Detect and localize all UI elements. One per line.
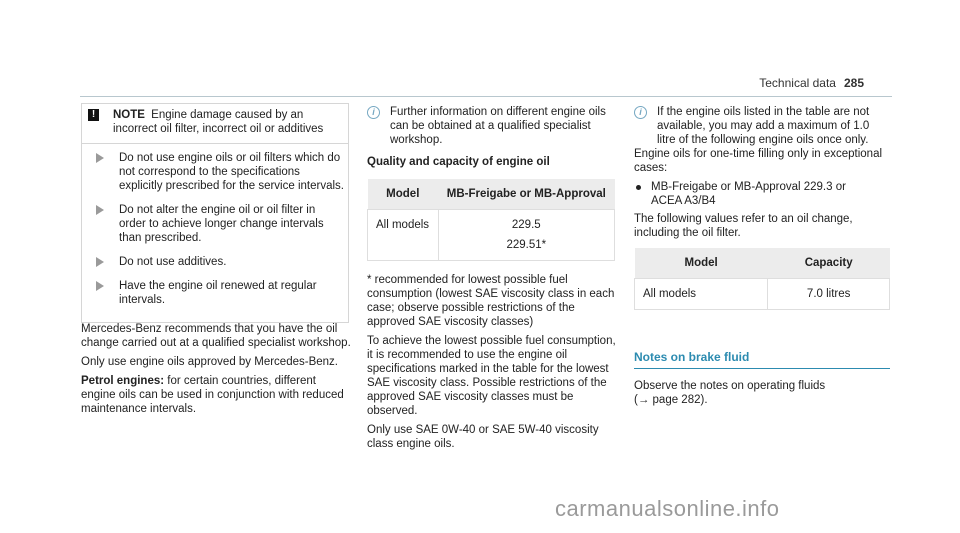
note-title xyxy=(113,108,342,136)
note-box xyxy=(81,103,349,323)
list-item xyxy=(96,203,344,245)
info-icon: i xyxy=(367,106,380,119)
table-header: Capacity xyxy=(768,248,890,279)
paragraph: The following values refer to an oil change, including the oil filter. xyxy=(634,213,853,239)
arrow-bullet-icon xyxy=(96,153,104,163)
watermark: carmanualsonline.info xyxy=(555,496,780,521)
capacity-table xyxy=(634,248,890,310)
header-rule xyxy=(80,96,892,97)
list-item-text: MB-Freigabe or MB-Approval 229.3 or ACEA A3/B4 xyxy=(651,181,846,207)
info-text: Further information on different engine oils can be obtained at a qualified specialist workshop. xyxy=(390,106,606,146)
section-title: Notes on brake fluid xyxy=(634,350,890,369)
column-2 xyxy=(367,105,617,456)
arrow-bullet-icon xyxy=(96,257,104,267)
note-title-text: Engine damage caused by an incorrect oil filter, incorrect oil or additives xyxy=(113,109,324,135)
section-name: Technical data xyxy=(759,76,836,90)
list-item xyxy=(96,279,344,307)
petrol-text: for certain countries, different engine oils can be used in conjunction with reduced maintenance intervals. xyxy=(81,375,344,415)
petrol-label: Petrol engines: xyxy=(81,375,165,387)
list-item xyxy=(96,151,344,193)
table-header-row xyxy=(635,248,890,279)
table-header: Model xyxy=(368,179,439,210)
arrow-bullet-icon xyxy=(96,281,104,291)
approval-value: 229.5 xyxy=(511,219,541,231)
bullet-text: Do not use engine oils or oil filters which do not correspond to the specifications explicitly prescribed for the service intervals. xyxy=(119,152,344,192)
page-reference-link[interactable]: (→ page 282). xyxy=(634,394,708,406)
section-heading: Quality and capacity of engine oil xyxy=(367,156,550,168)
footnote: * recommended for lowest possible fuel consumption (lowest SAE viscosity class in each case; observe possible restrictions of the approved SAE viscosity classes) xyxy=(367,274,615,328)
oil-quality-table xyxy=(367,179,615,261)
paragraph: To achieve the lowest possible fuel consumption, it is recommended to use the engine oil specifications marked in the table for the lowest SAE viscosity class. Possible restrictions of the approved SAE viscosity classes must be observed. xyxy=(367,335,616,417)
warning-icon: ! xyxy=(88,109,99,121)
note-bullets xyxy=(82,144,348,307)
approval-value: 229.51* xyxy=(506,239,547,251)
paragraph: Only use SAE 0W-40 or SAE 5W-40 viscosity class engine oils. xyxy=(367,424,599,450)
info-text: If the engine oils listed in the table are not available, you may add a maximum of 1.0 litre of the following engine oils once only. xyxy=(657,106,870,146)
list-item xyxy=(634,180,890,208)
bullet-text: Do not alter the engine oil or oil filter in order to achieve longer change intervals than prescribed. xyxy=(119,204,324,244)
paragraph: Only use engine oils approved by Mercedes-Benz. xyxy=(81,356,338,368)
bullet-list xyxy=(634,180,890,208)
arrow-bullet-icon xyxy=(96,205,104,215)
page-number: 285 xyxy=(843,76,864,90)
table-header: MB-Freigabe or MB-Approval xyxy=(438,179,614,210)
table-row xyxy=(635,279,890,310)
info-note xyxy=(634,105,890,147)
list-item xyxy=(96,255,344,269)
table-cell: 7.0 litres xyxy=(768,279,890,310)
table-header-row xyxy=(368,179,615,210)
table-header: Model xyxy=(635,248,768,279)
paragraph: Mercedes-Benz recommends that you have the oil change carried out at a qualified specialist workshop. xyxy=(81,323,351,349)
bullet-text: Have the engine oil renewed at regular intervals. xyxy=(119,280,317,306)
bullet-dot-icon xyxy=(636,185,641,190)
note-label: NOTE xyxy=(113,109,145,121)
page-header xyxy=(759,76,864,90)
table-row xyxy=(368,210,615,261)
table-cell: All models xyxy=(368,210,439,261)
paragraph xyxy=(81,374,353,416)
column-1-text xyxy=(81,322,353,421)
column-3 xyxy=(634,105,890,412)
table-cell xyxy=(438,210,614,261)
paragraph: Observe the notes on operating fluids (→ page 282). xyxy=(634,380,826,406)
table-cell: All models xyxy=(635,279,768,310)
note-header xyxy=(82,104,348,144)
paragraph: Engine oils for one-time filling only in exceptional cases: xyxy=(634,148,883,174)
info-note xyxy=(367,105,617,147)
info-icon: i xyxy=(634,106,647,119)
bullet-text: Do not use additives. xyxy=(119,256,227,268)
